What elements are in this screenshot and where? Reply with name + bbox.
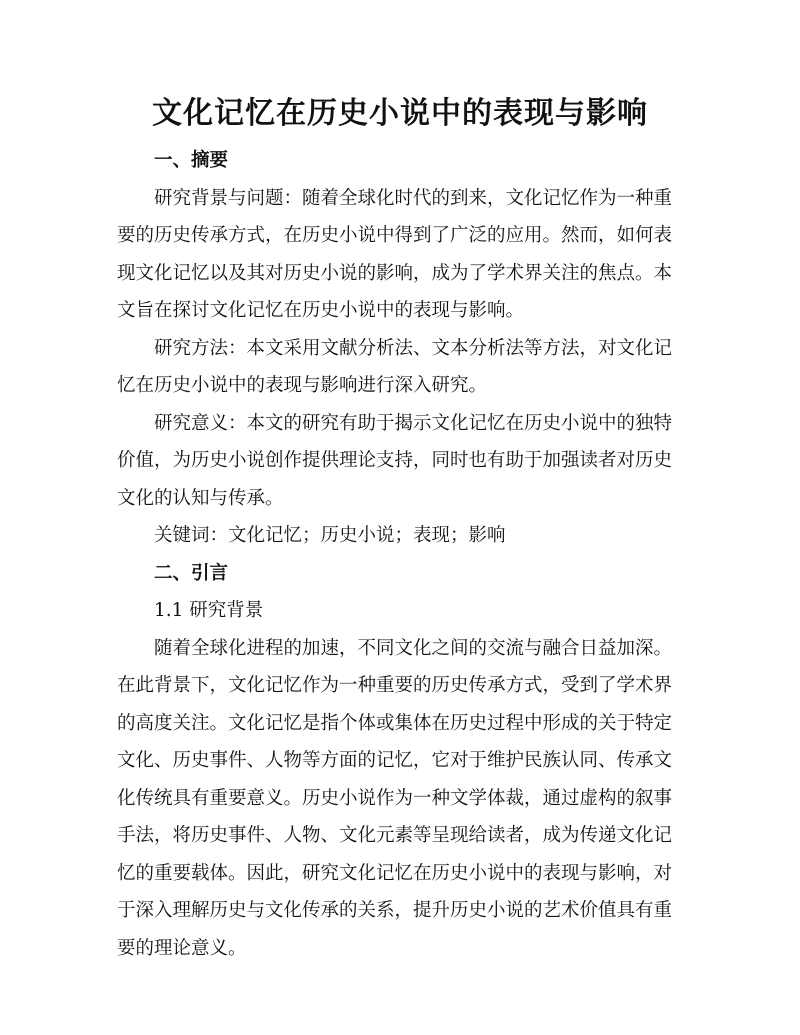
document-body [117,142,672,967]
keywords-line: 关键词：文化记忆；历史小说；表现；影响 [154,525,506,546]
paragraph-research-background: 研究背景与问题：随着全球化时代的到来，文化记忆作为一种重要的历史传承方式，在历史小说中得到了广泛的应用。然而，如何表现文化记忆以及其对历史小说的影响，成为了学术界关注的焦点。本文旨在探讨文化记忆在历史小说中的表现与影响。 [117,187,673,321]
paragraph-introduction-background: 随着全球化进程的加速，不同文化之间的交流与融合日益加深。在此背景下，文化记忆作为一种重要的历史传承方式，受到了学术界的高度关注。文化记忆是指个体或集体在历史过程中形成的关于特定文化、历史事件、人物等方面的记忆，它对于维护民族认同、传承文化传统具有重要意义。历史小说作为一种文学体裁，通过虚构的叙事手法，将历史事件、人物、文化元素等呈现给读者，成为传递文化记忆的重要载体。因此，研究文化记忆在历史小说中的表现与影响，对于深入理解历史与文化传承的关系，提升历史小说的艺术价值具有重要的理论意义。 [117,637,673,959]
document-title: 文化记忆在历史小说中的表现与影响 [152,96,648,131]
section-heading-introduction: 二、引言 [154,562,229,584]
section-heading-abstract: 一、摘要 [154,150,229,171]
paragraph-research-method: 研究方法：本文采用文献分析法、文本分析法等方法，对文化记忆在历史小说中的表现与影响进行深入研究。 [117,337,673,396]
paragraph-research-significance: 研究意义：本文的研究有助于揭示文化记忆在历史小说中的独特价值，为历史小说创作提供理论支持，同时也有助于加强读者对历史文化的认知与传承。 [117,412,673,509]
subsection-heading-background: 1.1 研究背景 [154,600,264,621]
